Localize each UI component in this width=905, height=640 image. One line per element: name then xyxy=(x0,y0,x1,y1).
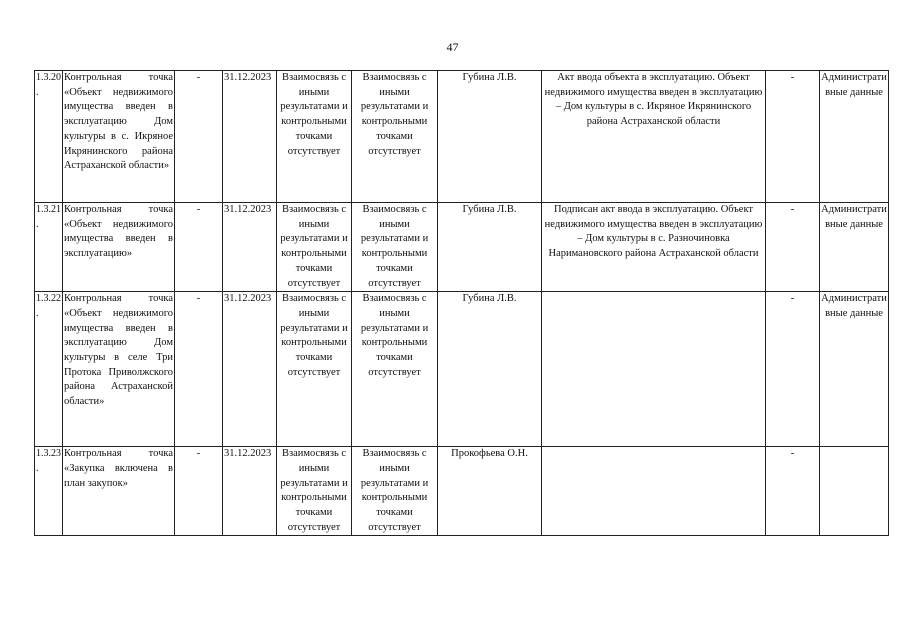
start-date-cell: - xyxy=(175,292,223,447)
end-date-cell: 31.12.2023 xyxy=(223,292,277,447)
data-source-cell: Административные данные xyxy=(820,71,889,203)
control-point-name-cell: Контрольная точка «Объект недвижимого имущества введен в эксплуатацию» xyxy=(63,203,175,292)
end-date-cell: 31.12.2023 xyxy=(223,71,277,203)
info-system-cell: - xyxy=(766,71,820,203)
table-row xyxy=(35,292,889,447)
info-system-cell: - xyxy=(766,447,820,536)
responsible-cell: Губина Л.В. xyxy=(438,203,542,292)
document-cell xyxy=(542,447,766,536)
relation-results-cell: Взаимосвязь с иными результатами и контрольными точками отсутствует xyxy=(277,203,352,292)
end-date-cell: 31.12.2023 xyxy=(223,447,277,536)
responsible-cell: Губина Л.В. xyxy=(438,71,542,203)
responsible-cell: Губина Л.В. xyxy=(438,292,542,447)
page-number: 47 xyxy=(446,40,459,54)
start-date-cell: - xyxy=(175,447,223,536)
document-cell: Подписан акт ввода в эксплуатацию. Объект недвижимого имущества введен в эксплуатацию – Дом культуры в с. Разночиновка Наримановского района Астраханской области xyxy=(542,203,766,292)
row-number-cell: 1.3.21. xyxy=(35,203,63,292)
row-number-cell: 1.3.22. xyxy=(35,292,63,447)
relation-results-cell: Взаимосвязь с иными результатами и контрольными точками отсутствует xyxy=(277,292,352,447)
document-cell xyxy=(542,292,766,447)
info-system-cell: - xyxy=(766,292,820,447)
relation-points-cell: Взаимосвязь с иными результатами и контрольными точками отсутствует xyxy=(352,447,438,536)
row-number-cell: 1.3.20. xyxy=(35,71,63,203)
table-row xyxy=(35,203,889,292)
relation-points-cell: Взаимосвязь с иными результатами и контрольными точками отсутствует xyxy=(352,203,438,292)
control-point-name-cell: Контрольная точка «Объект недвижимого имущества введен в эксплуатацию Дом культуры в селе Три Протока Приволжского района Астраханской области» xyxy=(63,292,175,447)
data-source-cell: Административные данные xyxy=(820,203,889,292)
start-date-cell: - xyxy=(175,203,223,292)
control-point-name-cell: Контрольная точка «Закупка включена в план закупок» xyxy=(63,447,175,536)
table-row xyxy=(35,71,889,203)
data-source-cell xyxy=(820,447,889,536)
relation-points-cell: Взаимосвязь с иными результатами и контрольными точками отсутствует xyxy=(352,292,438,447)
control-point-name-cell: Контрольная точка «Объект недвижимого имущества введен в эксплуатацию Дом культуры в с. Икряное Икрянинского района Астраханской области» xyxy=(63,71,175,203)
row-number-cell: 1.3.23. xyxy=(35,447,63,536)
start-date-cell: - xyxy=(175,71,223,203)
control-points-table xyxy=(34,70,889,536)
data-source-cell: Административные данные xyxy=(820,292,889,447)
document-cell: Акт ввода объекта в эксплуатацию. Объект недвижимого имущества введен в эксплуатацию – Дом культуры в с. Икряное Икрянинского района Астраханской области xyxy=(542,71,766,203)
table-row xyxy=(35,447,889,536)
info-system-cell: - xyxy=(766,203,820,292)
table-body xyxy=(35,71,889,536)
responsible-cell: Прокофьева О.Н. xyxy=(438,447,542,536)
relation-results-cell: Взаимосвязь с иными результатами и контрольными точками отсутствует xyxy=(277,71,352,203)
relation-results-cell: Взаимосвязь с иными результатами и контрольными точками отсутствует xyxy=(277,447,352,536)
end-date-cell: 31.12.2023 xyxy=(223,203,277,292)
relation-points-cell: Взаимосвязь с иными результатами и контрольными точками отсутствует xyxy=(352,71,438,203)
